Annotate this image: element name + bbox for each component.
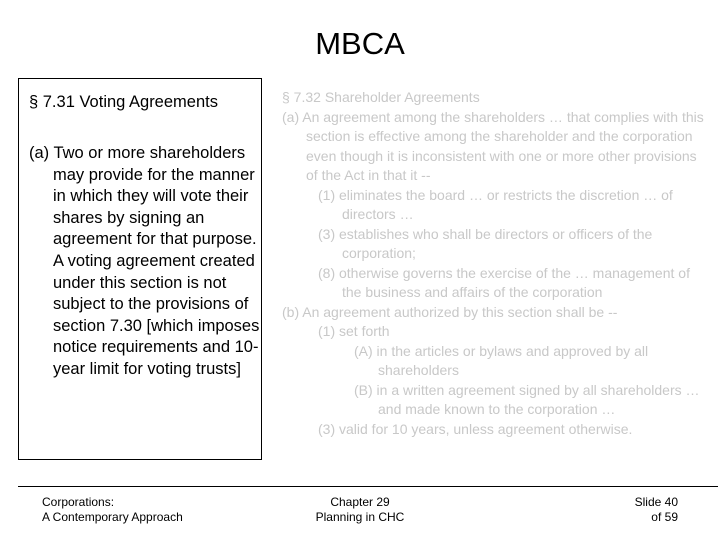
footer-chapter <box>300 495 420 525</box>
footer-book <box>42 495 183 525</box>
shareholder-agreements-heading: § 7.32 Shareholder Agreements <box>282 89 480 105</box>
footer-slide-number <box>600 495 678 525</box>
list-item: (A) in the articles or bylaws and approved by all shareholders <box>354 342 649 378</box>
footer-divider <box>18 486 718 487</box>
footer-book-line1: Corporations: <box>42 495 115 509</box>
list-item: (a) An agreement among the shareholders … that complies with this section is effective among the shareholder and the corporation even though it is inconsistent with one or more other provisions of the Act in that it -- <box>282 108 704 183</box>
list-item: (B) in a written agreement signed by all shareholders … and made known to the corporation … <box>354 381 700 417</box>
voting-agreements-text: (a) Two or more shareholders may provide for the manner in which they will vote their shares by signing an agreement for that purpose. A voting agreement created under this section is not subject to the provisions of section 7.30 [which imposes notice requirements and 10-year limit for voting trusts] <box>29 144 260 378</box>
footer-chapter-line1: Chapter 29 <box>330 495 390 509</box>
footer-book-line2: A Contemporary Approach <box>42 510 183 524</box>
list-item: (1) set forth <box>318 323 390 339</box>
list-item: (3) valid for 10 years, unless agreement otherwise. <box>318 420 633 437</box>
footer-chapter-line2: Planning in CHC <box>315 510 405 524</box>
footer-slide-line2: of 59 <box>651 510 678 524</box>
list-item: (8) otherwise governs the exercise of the … management of the business and affairs of the corporation <box>318 264 690 300</box>
voting-agreements-heading: § 7.31 Voting Agreements <box>29 93 218 111</box>
list-item: (b) An agreement authorized by this section shall be -- <box>282 303 618 320</box>
footer-slide-line1: Slide 40 <box>634 495 678 509</box>
shareholder-agreements-section <box>282 88 712 439</box>
list-item: (3) establishes who shall be directors or officers of the corporation; <box>318 225 653 261</box>
slide-title: MBCA <box>315 26 405 61</box>
voting-agreements-box <box>18 78 262 460</box>
list-item: (1) eliminates the board … or restricts the discretion … of directors … <box>318 186 673 222</box>
